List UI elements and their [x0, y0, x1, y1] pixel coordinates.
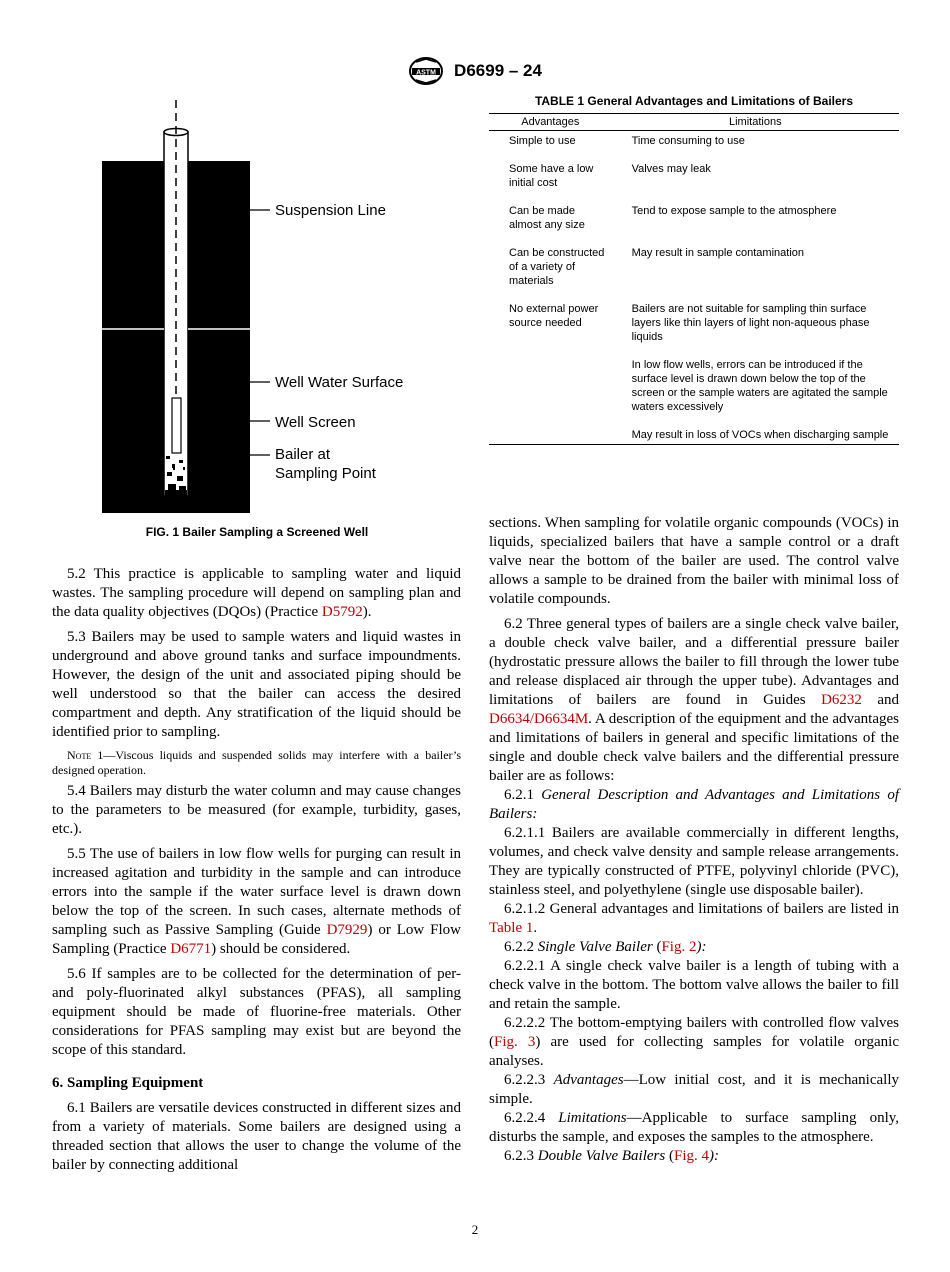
paragraph-5-3: 5.3 Bailers may be used to sample waters and liquid wastes in underground and above ground tanks and surface impoundments. However, the design of the unit and associated piping should be well understood so that the bailer can access the desired compartment and depth. Any stratification of the liquid should be identified prior to sampling. — [52, 629, 461, 740]
svg-text:ASTM: ASTM — [416, 69, 436, 77]
limitation-cell: Valves may leak — [631, 163, 711, 175]
limitation-cell: In low flow wells, errors can be introduced if the surface level is drawn down below the top of the screen or the sample waters are agitated the sample waters excessively — [631, 359, 888, 413]
table-row — [489, 299, 899, 355]
advantage-cell: No external power source needed — [509, 303, 599, 329]
ref-d6232[interactable]: D6232 — [821, 692, 862, 708]
advantage-cell: Can be constructed of a variety of materials — [509, 247, 605, 287]
advantage-cell — [489, 425, 612, 445]
figure-bailer-diagram — [80, 96, 440, 521]
header-advantages: Advantages — [489, 114, 612, 131]
paragraph-5-2: 5.2 This practice is applicable to sampling water and liquid wastes. The sampling procedure will depend on sampling plan and the data quality objectives (DQOs) (Practice D5792). — [52, 566, 461, 620]
paragraph-6-2-2-2: 6.2.2.2 The bottom-emptying bailers with controlled flow valves (Fig. 3) are used for collecting samples for volatile organic analyses. — [489, 1015, 899, 1069]
table-1 — [489, 94, 899, 445]
paragraph-6-2: 6.2 Three general types of bailers are a single check valve bailer, a double check valve bailer, and a differential pressure bailer (hydrostatic pressure allows the bailer to fill through the lower tube and release displaced air through the upper tube). Advantages and limitations of bailers are found in Guides D6232 and D6634/D6634M. A description of the equipment and the advantages and limitations of bailers in general and specific limitations of the single and double check valve bailers and the differential pressure bailer are as follows: — [489, 616, 899, 784]
ref-d7929[interactable]: D7929 — [326, 922, 368, 938]
note-1: Note 1—Viscous liquids and suspended solids may interfere with a bailer’s designed operation. — [52, 748, 461, 777]
advantage-cell: Simple to use — [509, 135, 576, 147]
page-number: 2 — [471, 1222, 479, 1237]
paragraph-6-2-2: 6.2.2 Single Valve Bailer (Fig. 2): — [504, 939, 707, 955]
figure-caption: FIG. 1 Bailer Sampling a Screened Well — [145, 525, 369, 539]
limitation-cell: May result in loss of VOCs when discharging sample — [612, 425, 899, 445]
table-row — [489, 243, 899, 299]
limitation-cell: Time consuming to use — [631, 135, 745, 147]
well-screen-shape — [172, 398, 181, 453]
table-row — [489, 159, 899, 201]
limitation-cell: Bailers are not suitable for sampling thin surface layers like thin layers of light non-aqueous phase liquids — [631, 303, 870, 343]
ref-table-1[interactable]: Table 1 — [489, 920, 534, 936]
label-well-water-surface: Well Water Surface — [275, 374, 404, 391]
paragraph-6-2-2-3: 6.2.2.3 Advantages—Low initial cost, and it is mechanically simple. — [489, 1072, 899, 1107]
paragraph-5-6: 5.6 If samples are to be collected for the determination of per- and poly-fluorinated alkyl substances (PFAS), all sampling equipment should be made of fluorine-free materials. Other considerations for PFAS sampling may exist but are beyond the scope of this standard. — [52, 966, 461, 1058]
paragraph-6-2-2-4: 6.2.2.4 Limitations—Applicable to surface sampling only, disturbs the sample, and exposes the samples to the atmosphere. — [489, 1110, 900, 1145]
ref-fig-4[interactable]: Fig. 4 — [673, 1148, 709, 1164]
ref-fig-3[interactable]: Fig. 3 — [494, 1034, 536, 1050]
page-header — [0, 56, 950, 86]
left-column — [52, 565, 461, 1175]
limitation-cell: Tend to expose sample to the atmosphere — [631, 205, 837, 217]
paragraph-6-2-1-1: 6.2.1.1 Bailers are available commercially in different lengths, volumes, and check valve density and sample release arrangements. They are typically constructed of PTFE, polyvinyl chloride (PVC), stainless steel, and polyethylene (single use disposable bailer). — [489, 825, 899, 898]
table-title: TABLE 1 General Advantages and Limitations of Bailers — [534, 94, 854, 108]
label-bailer-line1: Bailer at — [275, 446, 331, 463]
limitation-cell: May result in sample contamination — [631, 247, 805, 259]
header-limitations: Limitations — [612, 114, 899, 131]
ref-d5792[interactable]: D5792 — [321, 604, 363, 620]
paragraph-5-5: 5.5 The use of bailers in low flow wells for purging can result in increased agitation and turbidity in the sample and can introduce errors into the sample if the water surface level is drawn down below the top of the screen. In such cases, alternate methods of sampling such as Passive Sampling (Guide D7929) or Low Flow Sampling (Practice D6771) should be considered. — [52, 846, 461, 957]
table-row — [489, 201, 899, 243]
standard-designation: D6699 – 24 — [454, 61, 542, 80]
ref-d6771[interactable]: D6771 — [170, 941, 212, 957]
ref-fig-2[interactable]: Fig. 2 — [661, 939, 697, 955]
paragraph-6-2-1-2: 6.2.1.2 General advantages and limitations of bailers are listed in Table 1. — [489, 901, 899, 936]
advantage-cell: Can be made almost any size — [509, 205, 585, 231]
paragraph-6-2-1: 6.2.1 General Description and Advantages and Limitations of Bailers: — [489, 787, 899, 822]
advantage-cell — [489, 355, 612, 425]
advantage-cell: Some have a low initial cost — [509, 163, 594, 189]
right-column — [489, 514, 899, 1166]
label-suspension-line: Suspension Line — [275, 202, 386, 219]
table-row — [489, 131, 899, 160]
paragraph-5-4: 5.4 Bailers may disturb the water column and may cause changes to the parameters to be measured (for example, turbidity, gases, etc.). — [52, 783, 461, 837]
table-row — [489, 425, 899, 445]
paragraph-6-2-2-1: 6.2.2.1 A single check valve bailer is a length of tubing with a check valve in the bottom. The bottom valve allows the bailer to fill and retain the sample. — [489, 958, 899, 1012]
paragraph-6-2-3: 6.2.3 Double Valve Bailers (Fig. 4): — [504, 1148, 719, 1164]
label-bailer-line2: Sampling Point — [275, 465, 376, 482]
paragraph-6-1: 6.1 Bailers are versatile devices constructed in different sizes and from a variety of materials. Some bailers are designed using a threaded section that allows the user to change the volume of the bailer by connecting additional — [52, 1100, 461, 1173]
label-well-screen: Well Screen — [275, 414, 356, 431]
ref-d6634[interactable]: D6634/D6634M — [489, 711, 589, 727]
table-row — [489, 355, 899, 425]
table-header-row — [489, 114, 899, 131]
paragraph-6-1-continued: sections. When sampling for volatile organic compounds (VOCs) in liquids, specialized bailers that have a sample control or a draft valve near the bottom of the bailer are used. The control valve allows a sample to be drained from the bailer with minimal loss of volatile compounds. — [489, 515, 899, 607]
section-heading-6: 6. Sampling Equipment — [52, 1075, 204, 1091]
astm-logo-icon — [408, 56, 444, 86]
